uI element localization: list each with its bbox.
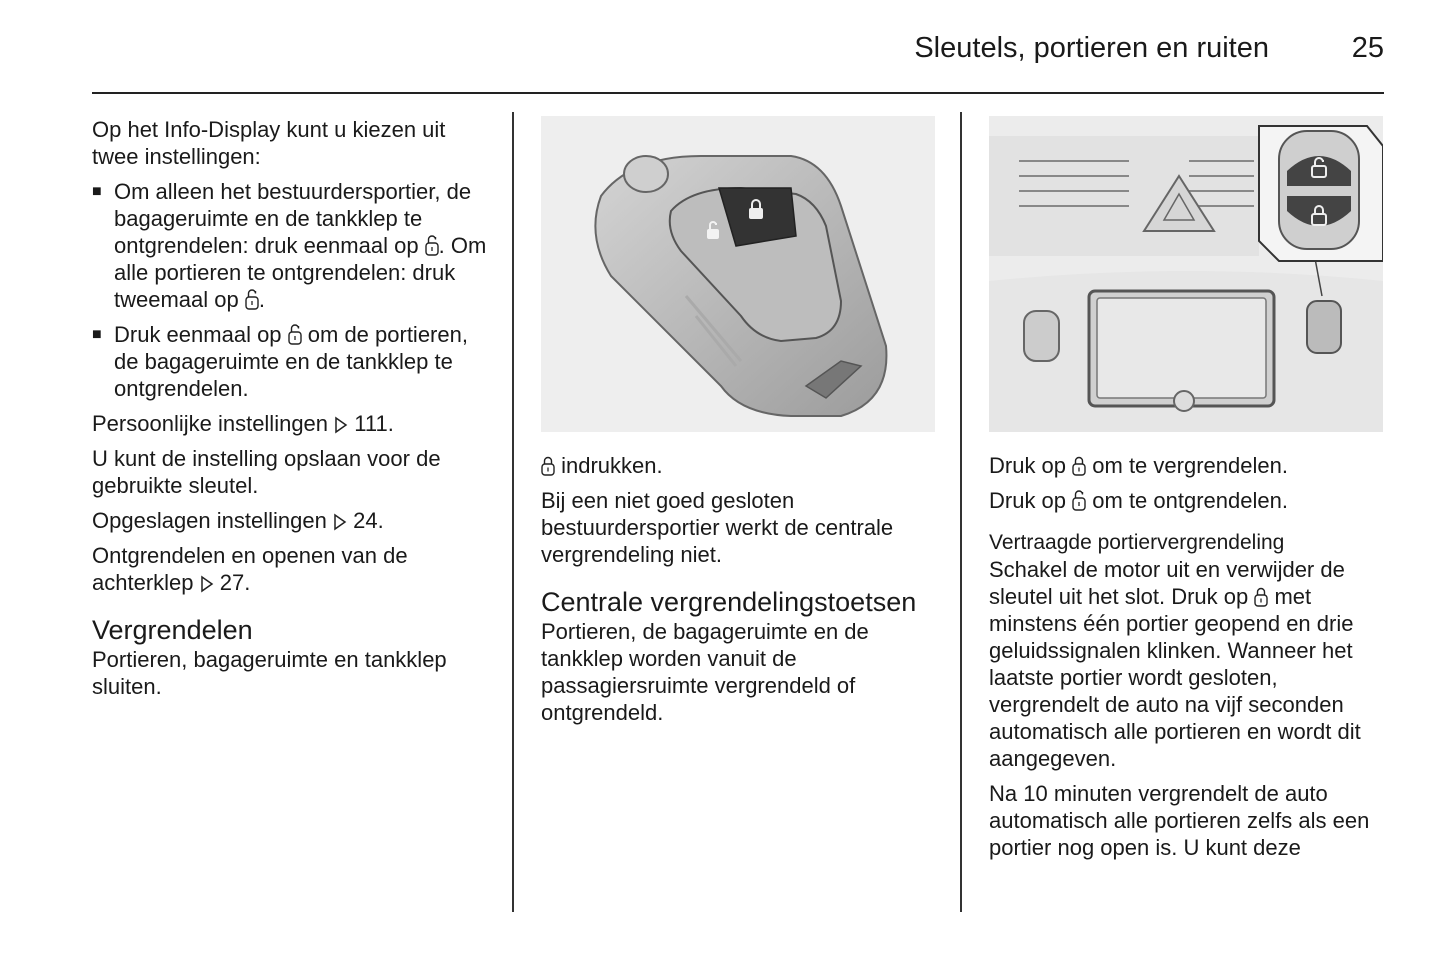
column-2 (541, 116, 937, 734)
reference-arrow-icon (333, 513, 347, 531)
list-item (92, 321, 488, 402)
page-number: 25 (1351, 32, 1384, 64)
section-heading-centrale: Centrale vergrendelingstoetsen (541, 587, 917, 617)
key-fob-illustration (541, 116, 935, 432)
section-heading-vergrendelen: Vergrendelen (92, 615, 253, 645)
vergrendelen-text: Portieren, bagageruimte en tankklep sluiten. (92, 647, 447, 699)
ref-page: 111. (354, 411, 394, 436)
chapter-title: Sleutels, portieren en ruiten (914, 32, 1269, 64)
settings-list (92, 178, 488, 402)
lock-text-a: Druk op (989, 453, 1073, 478)
closed-lock-icon (1072, 456, 1086, 476)
save-setting-paragraph: U kunt de instelling opslaan voor de gebruikte sleutel. (92, 446, 441, 498)
column-1 (92, 116, 488, 708)
dashboard-illustration (989, 116, 1383, 432)
dashboard-drawing (989, 116, 1383, 432)
list-item (92, 178, 488, 313)
tailgate-ref (92, 542, 488, 596)
ref-label: Ontgrendelen en openen van de achterklep (92, 543, 408, 595)
column-divider-1 (512, 112, 514, 912)
bullet2-text-a: Druk eenmaal op (114, 322, 288, 347)
page-header (92, 0, 1384, 94)
column-divider-2 (960, 112, 962, 912)
unlock-text-b: om te ontgrendelen. (1086, 488, 1288, 513)
centrale-text: Portieren, de bagageruimte en de tankklep worden vanuit de passagiersruimte vergrendeld of ontgrendeld. (541, 619, 869, 725)
reference-arrow-icon (334, 416, 348, 434)
closed-lock-icon (1254, 587, 1268, 607)
saved-settings-ref (92, 507, 488, 534)
ref-label: Persoonlijke instellingen (92, 411, 329, 436)
ref-page: 24. (353, 508, 384, 533)
ref-label: Opgeslagen instellingen (92, 508, 327, 533)
open-lock-icon (1072, 489, 1086, 511)
bullet-square-icon: ■ (92, 326, 102, 343)
bullet-square-icon: ■ (92, 183, 102, 200)
lock-text-b: om te vergrendelen. (1086, 453, 1288, 478)
key-fob-drawing (541, 116, 935, 432)
personal-settings-ref (92, 410, 488, 437)
reference-arrow-icon (200, 575, 214, 593)
delay-text-b: met minstens één portier geopend en drie geluidssignalen klinken. Wanneer het laatste portier wordt gesloten, vergrendelt de auto na vijf seconden automatisch alle portieren en wordt dit aangegeven. (989, 584, 1361, 771)
open-lock-icon (288, 323, 302, 345)
closed-lock-icon (541, 456, 555, 476)
warning-paragraph: Bij een niet goed gesloten bestuurdersportier werkt de centrale vergrendeling niet. (541, 488, 894, 567)
ref-page: 27. (219, 570, 251, 595)
unlock-instruction (989, 487, 1385, 514)
bullet2-text-b: om de portieren, de bagageruimte en de tankklep te ontgrendelen. (114, 322, 468, 401)
bullet1-text-b: . Om alle portieren te ontgrendelen: druk tweemaal op (114, 233, 487, 312)
delayed-locking-text (989, 556, 1385, 772)
bullet1-text-a: Om alleen het bestuurdersportier, de bagageruimte en de tankklep te ontgrendelen: druk eenmaal op (114, 179, 472, 258)
open-lock-icon (245, 288, 259, 310)
press-text: indrukken. (555, 453, 663, 478)
ten-minutes-text: Na 10 minuten vergrendelt de auto automatisch alle portieren zelfs als een portier nog open is. U kunt deze (989, 781, 1370, 860)
unlock-text-a: Druk op (989, 488, 1073, 513)
intro-paragraph: Op het Info-Display kunt u kiezen uit twee instellingen: (92, 117, 446, 169)
press-lock-paragraph (541, 452, 937, 479)
lock-instruction (989, 452, 1385, 479)
bullet1-text-c: . (258, 287, 265, 312)
column-3 (989, 116, 1385, 869)
subheading-delayed-locking: Vertraagde portiervergrendeling (989, 531, 1285, 554)
delay-text-a: Schakel de motor uit en verwijder de sleutel uit het slot. Druk op (989, 557, 1345, 609)
open-lock-icon (425, 234, 439, 256)
